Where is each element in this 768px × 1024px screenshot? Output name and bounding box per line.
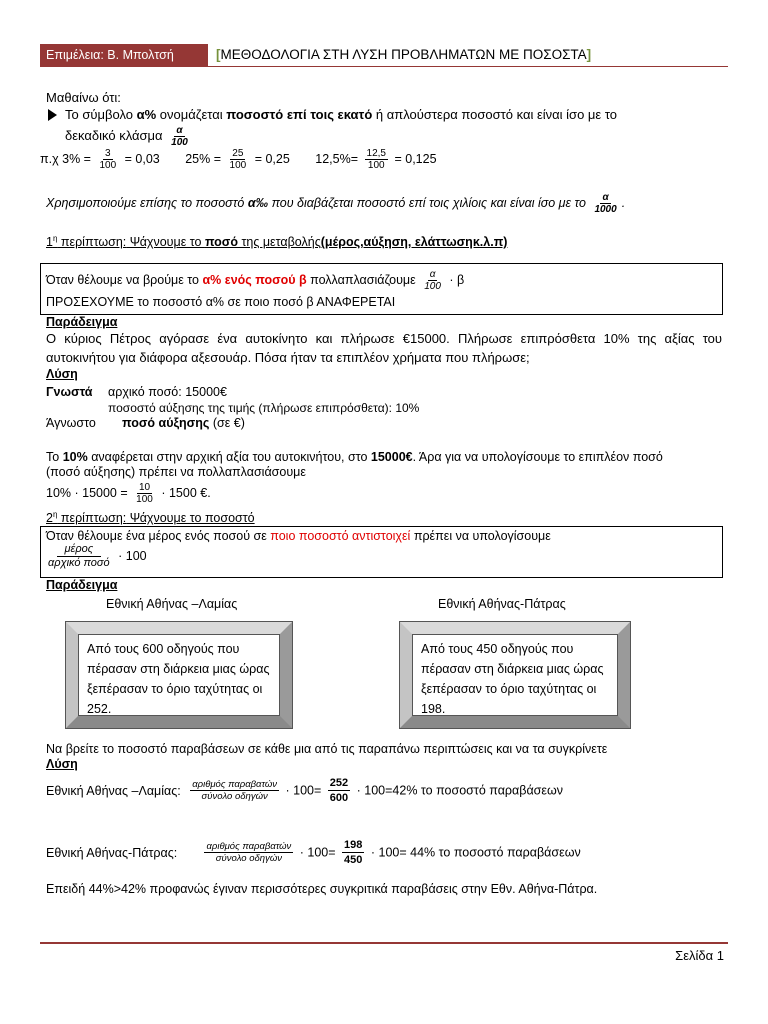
page-number: Σελίδα 1	[675, 948, 724, 963]
unknown-label: Άγνωστο	[46, 416, 96, 430]
road1-card	[66, 622, 292, 728]
case2-solution-label: Λύση	[46, 757, 78, 771]
case1-title: $1^\eta$ περίπτωση: Ψάχνουμε το ποσό της μεταβολής(μέρος,αύξηση, ελάττωσηκ.λ.π)	[46, 234, 508, 250]
road1-title: Εθνική Αθήνας –Λαμίας	[106, 597, 238, 611]
case1-calc: 10% · 15000 = $\frac{10}{100}$ · 1500 €.	[46, 482, 211, 505]
fraction-part-over-initial: $\frac{\text{μέρος}}{\text{αρχικό ποσό}}$	[48, 543, 110, 569]
road2-card	[400, 622, 630, 728]
header-title	[216, 44, 591, 66]
case1-rule-box: Όταν θέλουμε να βρούμε το α% ενός ποσού β πολλαπλασιάζουμε $\frac{\alpha}{100}$ · β ΠΡΟΣΕΧΟΥΜΕ το ποσοστό α% σε ποιο ποσό β ΑΝΑΦΕΡΕΤΑΙ	[40, 263, 723, 315]
case1-solution-label: Λύση	[46, 367, 78, 381]
case1-explanation-2: (ποσό αύξησης) πρέπει να πολλαπλασιάσουμε	[46, 465, 306, 479]
road2-card-text: Από τους 450 οδηγούς που πέρασαν στη διάρκεια μιας ώρας ξεπέρασαν το όριο ταχύτητας οι 198.	[412, 634, 618, 716]
header-rule	[40, 66, 728, 67]
intro-examples: π.χ 3% = $\frac{3}{100}$ = 0,03 25% = $\frac{25}{100}$ = 0,25 12,5%= $\frac{12,5}{100}$ = 0,125	[40, 148, 437, 171]
unknown-value: ποσό αύξησης (σε €)	[122, 416, 245, 430]
solution-2: Εθνική Αθήνας-Πάτρας: $\frac{\text{αριθμός παραβατών}}{\text{σύνολο οδηγών}}$ · 100= $\frac{198}{450}$ · 100= 44% το ποσοστό παραβάσεων	[46, 839, 581, 866]
intro-fraction-line: δεκαδικό κλάσμα $\frac{\alpha}{100}$	[65, 125, 188, 148]
case2-example-label: Παράδειγμα	[46, 578, 118, 592]
known-1: αρχικό ποσό: 15000€	[108, 385, 227, 399]
title-text: ΜΕΘΟΔΟΛΟΓΙΑ ΣΤΗ ΛΥΣΗ ΠΡΟΒΛΗΜΑΤΩΝ ΜΕ ΠΟΣΟΣΤΑ	[220, 47, 587, 62]
case2-rule-box: Όταν θέλουμε ένα μέρος ενός ποσού σε ποιο ποσοστό αντιστοιχεί πρέπει να υπολογίσουμε $\frac{\text{μέρος}}{\text{αρχικό ποσό}}$ · 100	[40, 526, 723, 578]
fraction-a-over-100: $\frac{\alpha}{100}$	[171, 125, 188, 148]
case2-title: $2^\eta$ περίπτωση: Ψάχνουμε το ποσοστό	[46, 510, 255, 526]
arrow-bullet-icon	[48, 109, 57, 121]
footer-rule	[40, 942, 728, 944]
case1-example-text: Ο κύριος Πέτρος αγόρασε ένα αυτοκίνητο και πλήρωσε €15000. Πλήρωσε επιπρόσθετα 10% της αξίας του αυτοκινήτου για διάφορα αξεσουάρ. Πόσα ήταν τα επιπλέον χρήματα που πλήρωσε;	[46, 331, 722, 365]
case2-question: Να βρείτε το ποσοστό παραβάσεων σε κάθε μια από τις παραπάνω περιπτώσεις και να τα συγκρίνετε	[46, 742, 608, 756]
conclusion: Επειδή 44%>42% προφανώς έγιναν περισσότερες συγκριτικά παραβάσεις στην Εθν. Αθήνα-Πάτρα.	[46, 882, 598, 896]
known-2: ποσοστό αύξησης της τιμής (πλήρωσε επιπρόσθετα): 10%	[108, 401, 420, 415]
road2-title: Εθνική Αθήνας-Πάτρας	[438, 597, 566, 611]
header-author: Επιμέλεια: Β. Μπολτσή	[40, 44, 208, 66]
case1-box-note: ΠΡΟΣΕΧΟΥΜΕ το ποσοστό α% σε ποιο ποσό β ΑΝΑΦΕΡΕΤΑΙ	[46, 295, 396, 309]
intro-heading: Μαθαίνω ότι:	[46, 90, 121, 105]
known-label: Γνωστά	[46, 385, 93, 399]
solution-1: Εθνική Αθήνας –Λαμίας: $\frac{\text{αριθμός παραβατών}}{\text{σύνολο οδηγών}}$ · 100= $\frac{252}{600}$ · 100=42% το ποσοστό παραβάσεων	[46, 777, 563, 804]
bracket-close: ]	[586, 47, 592, 62]
intro-bullet: Το σύμβολο α% ονομάζεται ποσοστό επί τοις εκατό ή απλούστερα ποσοστό και είναι ίσο με το	[48, 107, 617, 122]
bracket-open: [	[216, 47, 221, 62]
road1-card-text: Από τους 600 οδηγούς που πέρασαν στη διάρκεια μιας ώρας ξεπέρασαν το όριο ταχύτητας οι 252.	[78, 634, 280, 716]
case1-example-label: Παράδειγμα	[46, 315, 118, 329]
case1-explanation: Το 10% αναφέρεται στην αρχική αξία του αυτοκινήτου, στο 15000€. Άρα για να υπολογίσουμε το επιπλέον ποσό	[46, 450, 663, 464]
intro-permille: Χρησιμοποιούμε επίσης το ποσοστό α‰ που διαβάζεται ποσοστό επί τοις χιλίοις και είναι ίσο με το $\frac{\alpha}{1000}$ .	[46, 192, 626, 215]
